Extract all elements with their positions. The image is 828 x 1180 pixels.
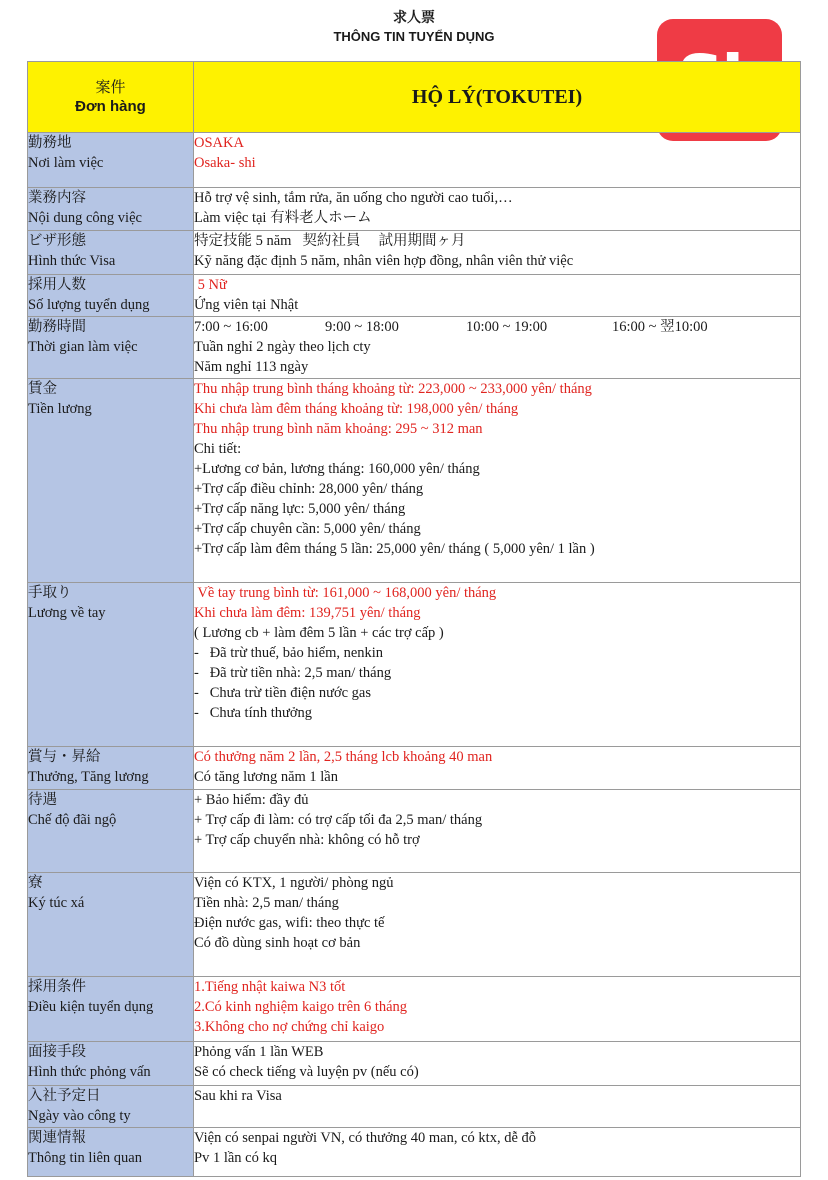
count-note: Ứng viên tại Nhật: [194, 297, 299, 313]
label-jp: 採用人数: [28, 277, 86, 293]
label-vn: Ngày vào công ty: [28, 1108, 131, 1124]
dorm-line: Có đồ dùng sinh hoạt cơ bản: [194, 935, 361, 951]
row-benefits: [28, 790, 801, 873]
salary-line: +Trợ cấp năng lực: 5,000 yên/ tháng: [194, 501, 406, 517]
row-takehome: [28, 583, 801, 747]
label-vn: Tiền lương: [28, 401, 92, 417]
benefit-line: + Trợ cấp chuyển nhà: không có hỗ trợ: [194, 832, 420, 848]
takehome-line: - Chưa tính thưởng: [194, 705, 313, 721]
dorm-line: Điện nước gas, wifi: theo thực tế: [194, 915, 385, 931]
shift: 10:00 ~ 19:00: [466, 319, 548, 335]
label-vn: Thời gian làm việc: [28, 339, 138, 355]
label-jp: 勤務時間: [28, 319, 86, 335]
shift: 7:00 ~ 16:00: [194, 319, 268, 335]
row-dorm: [28, 873, 801, 977]
related-line: Viện có senpai người VN, có thưởng 40 man, có ktx, dễ đỗ: [194, 1130, 537, 1146]
job-line: Làm việc tại 有料老人ホーム: [194, 210, 372, 226]
label-vn: Ký túc xá: [28, 895, 85, 911]
interview-line: Phỏng vấn 1 lần WEB: [194, 1044, 324, 1060]
count-value: 5 Nữ: [194, 277, 227, 293]
salary-line: Chi tiết:: [194, 441, 242, 457]
row-location: [28, 133, 801, 188]
label-vn: Nơi làm việc: [28, 155, 104, 171]
shift: 16:00 ~ 翌10:00: [612, 319, 708, 335]
salary-line: +Trợ cấp điều chỉnh: 28,000 yên/ tháng: [194, 481, 424, 497]
visa-line: 特定技能 5 năm 契約社員 試用期間ヶ月: [194, 233, 466, 249]
row-count: [28, 275, 801, 317]
label-jp: 案件: [95, 79, 126, 96]
shift: 9:00 ~ 18:00: [325, 319, 399, 335]
location-city: OSAKA: [194, 135, 244, 151]
salary-line: Thu nhập trung bình tháng khoảng từ: 223,000 ~ 233,000 yên/ tháng: [194, 381, 592, 397]
takehome-line: - Đã trừ thuế, bảo hiểm, nenkin: [194, 645, 384, 661]
row-order: [28, 62, 801, 133]
label-vn: Lương về tay: [28, 605, 106, 621]
title-jp: 求人票: [393, 9, 435, 25]
interview-line: Sẽ có check tiếng và luyện pv (nếu có): [194, 1064, 419, 1080]
title-vn: THÔNG TIN TUYỂN DỤNG: [333, 29, 495, 44]
dorm-line: Tiền nhà: 2,5 man/ tháng: [194, 895, 339, 911]
label-jp: 入社予定日: [28, 1088, 101, 1104]
label-jp: 待遇: [28, 792, 57, 808]
bonus-line: Có thưởng năm 2 lần, 2,5 tháng lcb khoảng 40 man: [194, 749, 493, 765]
label-jp: 業務内容: [28, 190, 86, 206]
label-vn: Chế độ đãi ngộ: [28, 812, 117, 828]
label-vn: Số lượng tuyển dụng: [28, 297, 150, 313]
label-vn: Nội dung công việc: [28, 210, 142, 226]
dorm-line: Viện có KTX, 1 người/ phòng ngủ: [194, 875, 394, 891]
benefit-line: + Bảo hiểm: đầy đủ: [194, 792, 309, 808]
takehome-line: - Đã trừ tiền nhà: 2,5 man/ tháng: [194, 665, 392, 681]
benefit-line: + Trợ cấp đi làm: có trợ cấp tối đa 2,5 man/ tháng: [194, 812, 483, 828]
row-hours: [28, 317, 801, 379]
requirement-line: 2.Có kinh nghiệm kaigo trên 6 tháng: [194, 999, 408, 1015]
label-jp: 勤務地: [28, 135, 72, 151]
start-line: Sau khi ra Visa: [194, 1088, 282, 1104]
label-vn: Hình thức Visa: [28, 253, 116, 269]
label-vn: Đơn hàng: [75, 98, 146, 115]
hours-line: Năm nghỉ 113 ngày: [194, 359, 309, 375]
label-jp: 賃金: [28, 381, 57, 397]
job-info-table: [27, 61, 801, 1177]
salary-line: +Trợ cấp làm đêm tháng 5 lần: 25,000 yên/ tháng ( 5,000 yên/ 1 lần ): [194, 541, 595, 557]
label-vn: Thưởng, Tăng lương: [28, 769, 149, 785]
requirement-line: 3.Không cho nợ chứng chỉ kaigo: [194, 1019, 385, 1035]
location-ward: Osaka- shi: [194, 155, 256, 171]
row-related: [28, 1128, 801, 1177]
salary-line: +Trợ cấp chuyên cần: 5,000 yên/ tháng: [194, 521, 421, 537]
shift-list: [194, 317, 800, 337]
label-jp: 関連情報: [28, 1130, 86, 1146]
salary-line: Khi chưa làm đêm tháng khoảng từ: 198,000 yên/ tháng: [194, 401, 519, 417]
label-jp: 採用条件: [28, 979, 86, 995]
label-vn: Điều kiện tuyển dụng: [28, 999, 154, 1015]
label-jp: 面接手段: [28, 1044, 86, 1060]
related-line: Pv 1 lần có kq: [194, 1150, 277, 1166]
label-vn: Hình thức phỏng vấn: [28, 1064, 151, 1080]
requirement-line: 1.Tiếng nhật kaiwa N3 tốt: [194, 979, 346, 995]
job-line: Hỗ trợ vệ sinh, tắm rửa, ăn uống cho người cao tuổi,…: [194, 190, 513, 206]
takehome-line: Về tay trung bình từ: 161,000 ~ 168,000 yên/ tháng: [194, 585, 497, 601]
row-job: [28, 188, 801, 231]
order-title: HỘ LÝ(TOKUTEI): [194, 62, 801, 133]
salary-line: Thu nhập trung bình năm khoảng: 295 ~ 312 man: [194, 421, 483, 437]
label-jp: ビザ形態: [28, 233, 86, 249]
label-jp: 手取り: [28, 585, 72, 601]
label-order: [28, 62, 194, 133]
row-requirements: [28, 977, 801, 1042]
row-interview: [28, 1042, 801, 1086]
bonus-line: Có tăng lương năm 1 lần: [194, 769, 338, 785]
label-jp: 賞与・昇給: [28, 749, 101, 765]
visa-line: Kỹ năng đặc định 5 năm, nhân viên hợp đồng, nhân viên thử việc: [194, 253, 574, 269]
row-salary: [28, 379, 801, 583]
row-visa: [28, 231, 801, 275]
label-jp: 寮: [28, 875, 43, 891]
row-bonus: [28, 747, 801, 790]
takehome-line: - Chưa trừ tiền điện nước gas: [194, 685, 372, 701]
salary-line: +Lương cơ bản, lương tháng: 160,000 yên/ tháng: [194, 461, 480, 477]
takehome-line: ( Lương cb + làm đêm 5 lần + các trợ cấp ): [194, 625, 444, 641]
label-vn: Thông tin liên quan: [28, 1150, 142, 1166]
row-start: [28, 1086, 801, 1128]
takehome-line: Khi chưa làm đêm: 139,751 yên/ tháng: [194, 605, 421, 621]
hours-line: Tuần nghỉ 2 ngày theo lịch cty: [194, 339, 371, 355]
